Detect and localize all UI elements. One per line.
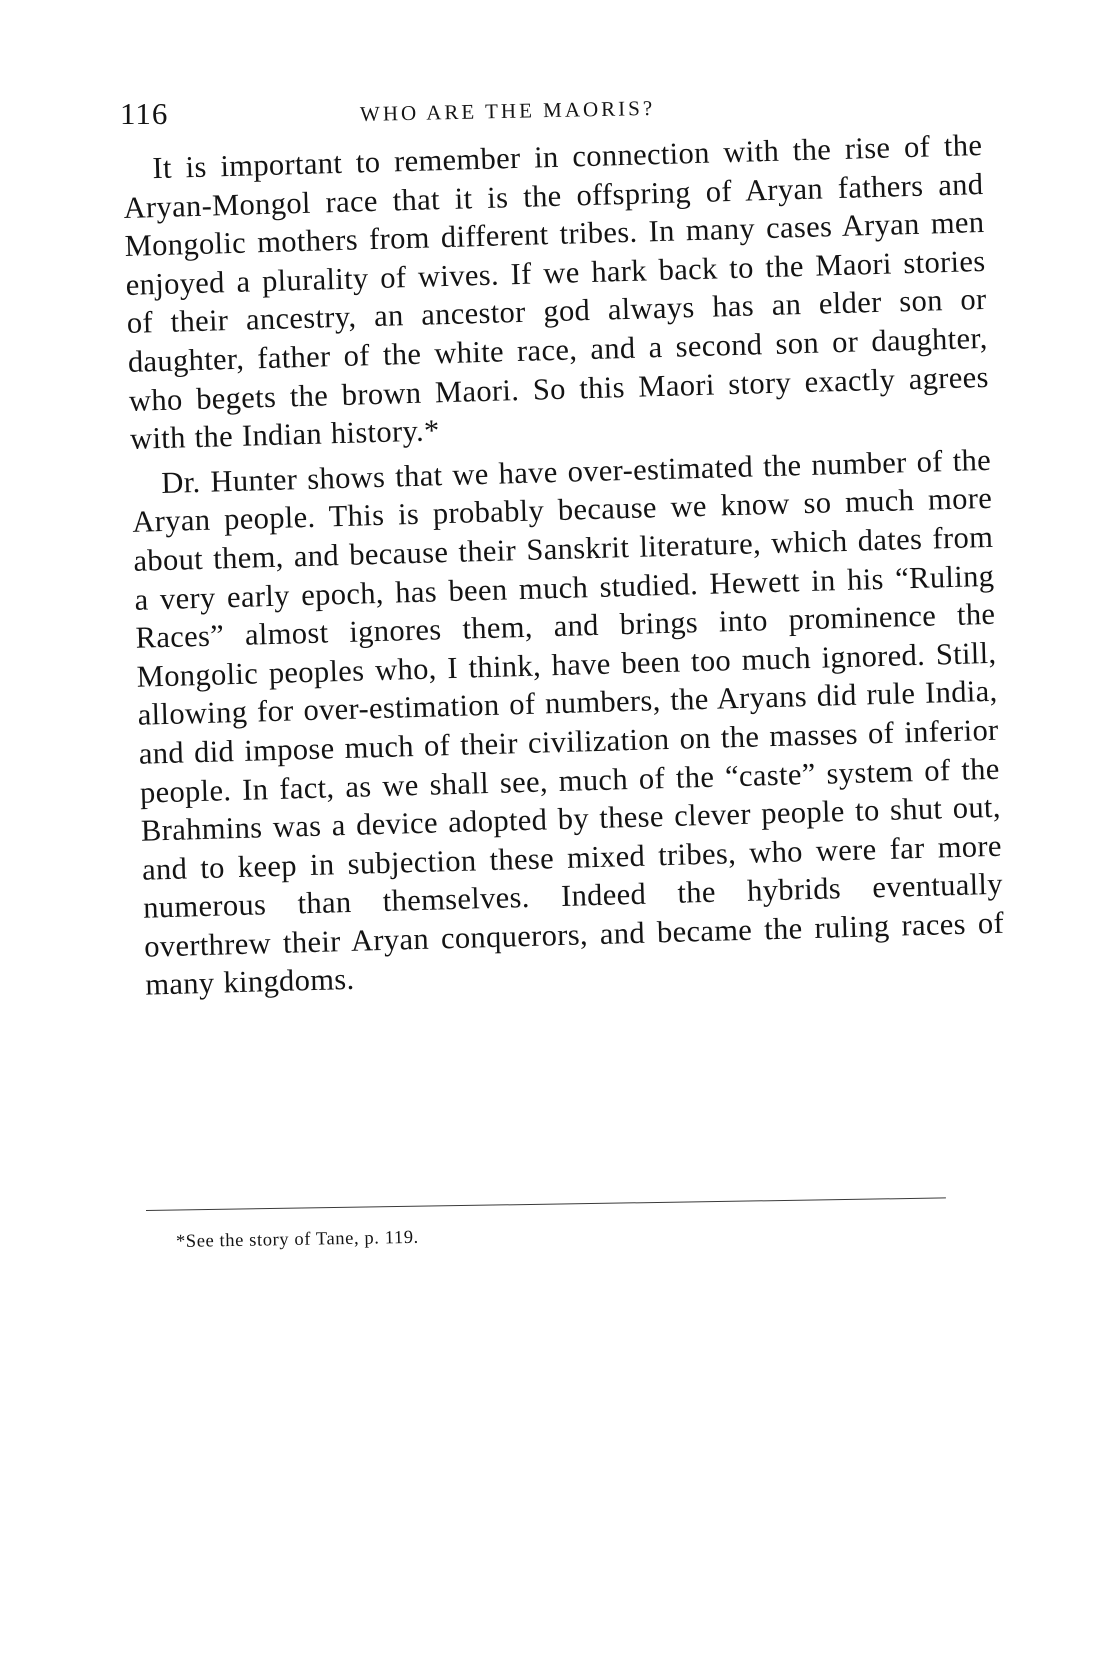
paragraph: Dr. Hunter shows that we have over-estimated the number of the Aryan people. This is probably because we know so much more about them, and because their Sanskrit literature, which dates from a very early epoch, has been much studied. Hewett in his “Ruling Races” almost ignores them, and brings into prominence the Mongolic peoples who, I think, have been too much ignored. Still, allowing for over-estimation of numbers, the Aryans did rule India, and did impose much of their civilization on the masses of inferior people. In fact, as we shall see, much of the “caste” system of the Brahmins was a device adopted by these clever people to shut out, and to keep in subjection these mixed tribes, who were far more numerous than themselves. Indeed the hybrids eventually overthrew their Aryan conquerors, and became the ruling races of many kingdoms. bbox=[131, 442, 1005, 1003]
running-head: WHO ARE THE MAORIS? bbox=[359, 95, 656, 126]
page-number: 116 bbox=[120, 96, 169, 131]
footnote: *See the story of Tane, p. 119. bbox=[175, 1227, 419, 1252]
paragraph: It is important to remember in connection with the rise of the Aryan-Mongol race that it is the offspring of Aryan fathers and Mongolic mothers from different tribes. In many cases Aryan men enjoyed a plurality of wives. If we hark back to the Maori stories of their ancestry, an ancestor god always has an elder son or daughter, father of the white race, and a second son or daughter, who begets the brown Maori. So this Maori story exactly agrees with the Indian history.* bbox=[123, 127, 990, 457]
body-text bbox=[122, 126, 1006, 1005]
footnote-divider bbox=[146, 1197, 946, 1211]
